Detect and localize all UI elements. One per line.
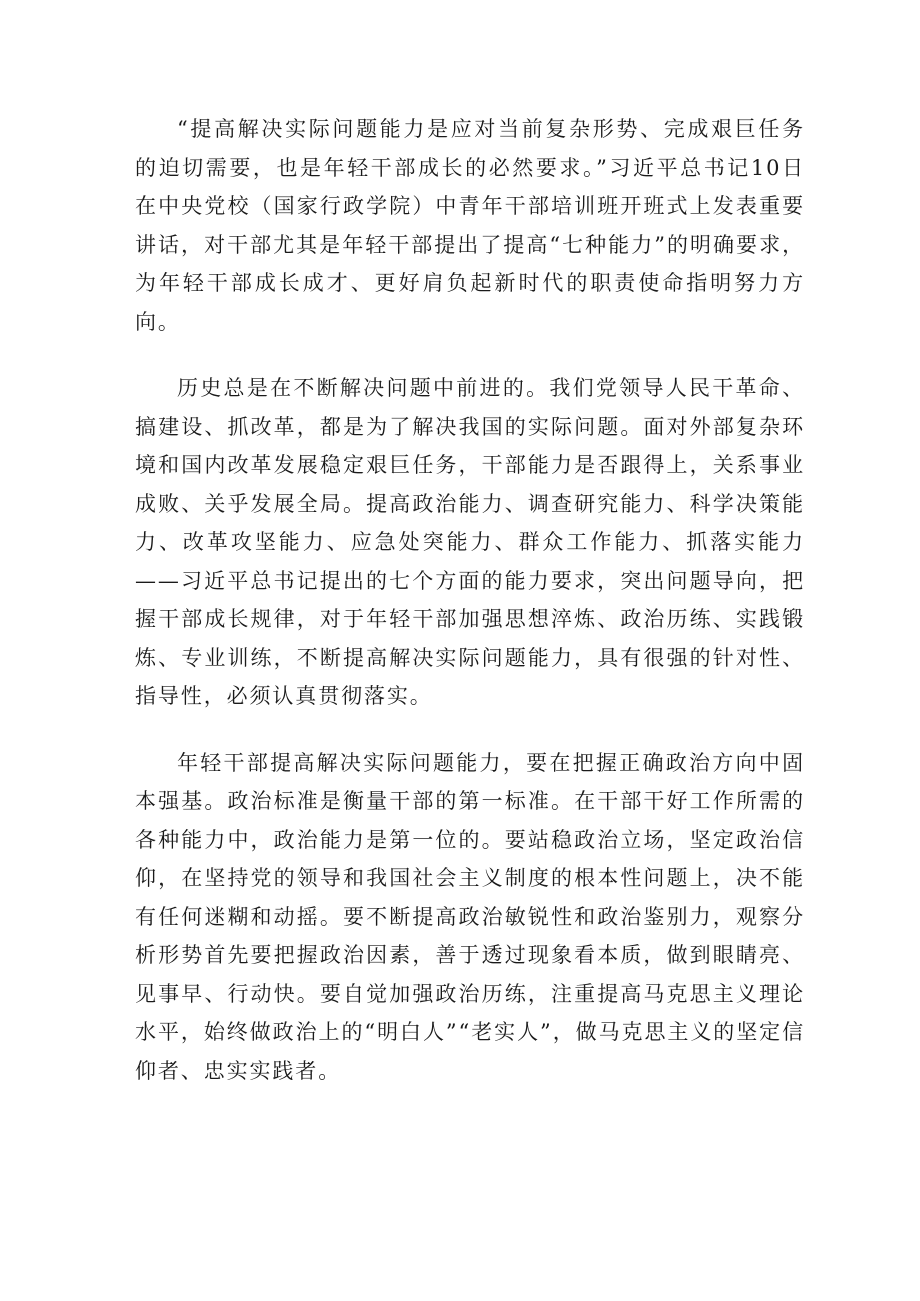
paragraph-2: 历史总是在不断解决问题中前进的。我们党领导人民干革命、搞建设、抓改革，都是为了解决我国的实际问题。面对外部复杂环境和国内改革发展稳定艰巨任务，干部能力是否跟得上，关系事业成败、关乎发展全局。提高政治能力、调查研究能力、科学决策能力、改革攻坚能力、应急处突能力、群众工作能力、抓落实能力——习近平总书记提出的七个方面的能力要求，突出问题导向，把握干部成长规律，对于年轻干部加强思想淬炼、政治历练、实践锻炼、专业训练，不断提高解决实际问题能力，具有很强的针对性、指导性，必须认真贯彻落实。 [135,376,805,708]
article-body [135,110,805,1118]
paragraph-1: “提高解决实际问题能力是应对当前复杂形势、完成艰巨任务的迫切需要，也是年轻干部成长的必然要求。”习近平总书记10日在中央党校（国家行政学院）中青年干部培训班开班式上发表重要讲话，对干部尤其是年轻干部提出了提高“七种能力”的明确要求，为年轻干部成长成才、更好肩负起新时代的职责使命指明努力方向。 [135,117,805,334]
paragraph-3: 年轻干部提高解决实际问题能力，要在把握正确政治方向中固本强基。政治标准是衡量干部的第一标准。在干部干好工作所需的各种能力中，政治能力是第一位的。要站稳政治立场，坚定政治信仰，在坚持党的领导和我国社会主义制度的根本性问题上，决不能有任何迷糊和动摇。要不断提高政治敏锐性和政治鉴别力，观察分析形势首先要把握政治因素，善于透过现象看本质，做到眼睛亮、见事早、行动快。要自觉加强政治历练，注重提高马克思主义理论水平，始终做政治上的“明白人”“老实人”，做马克思主义的坚定信仰者、忠实实践者。 [135,750,805,1083]
